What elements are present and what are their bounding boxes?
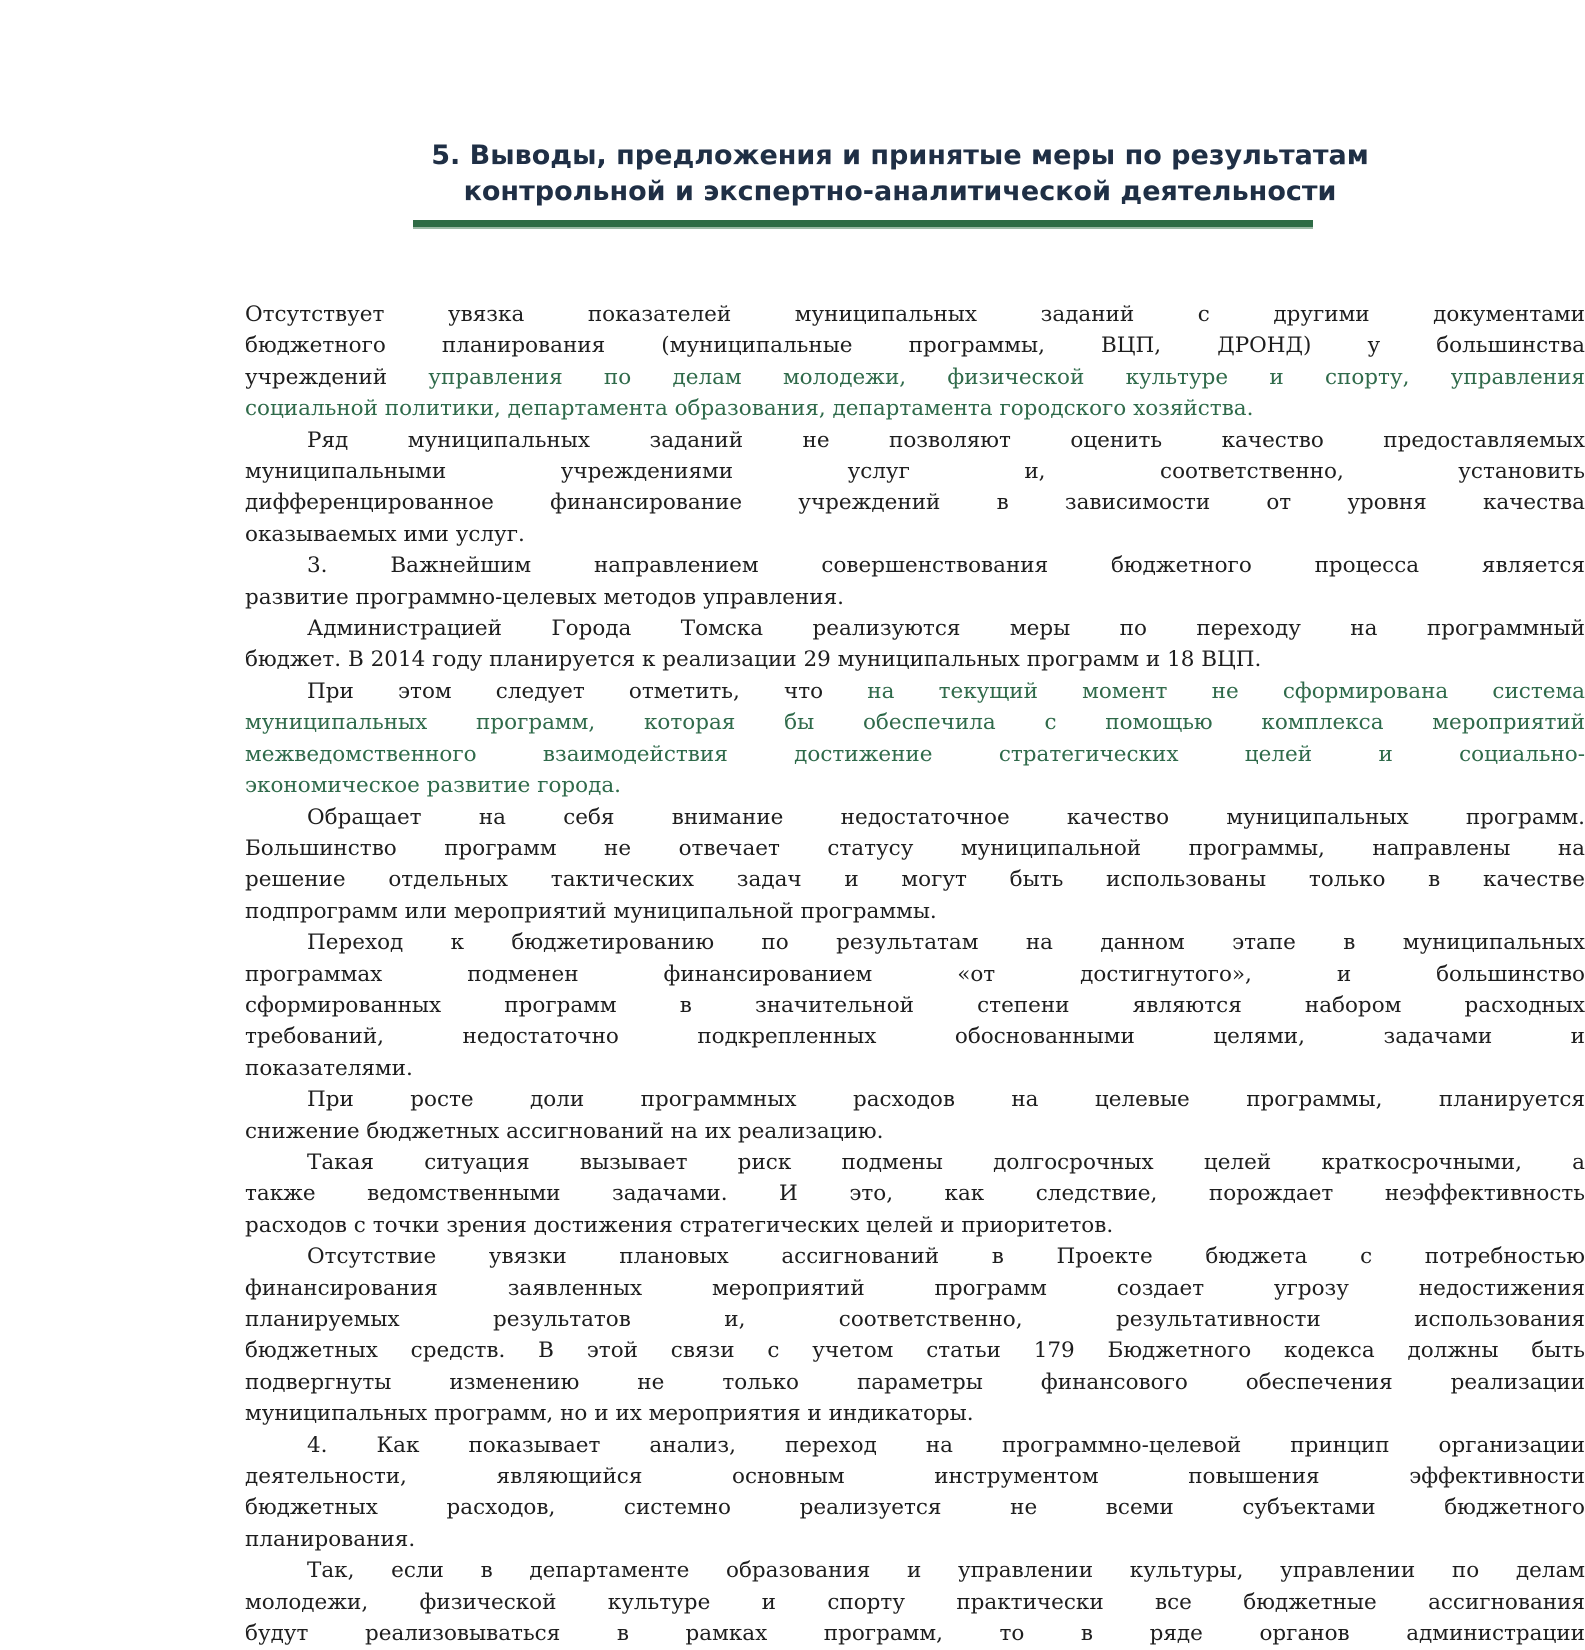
text-line: экономическое развитие города. <box>245 773 621 799</box>
text-line: финансирования заявленных мероприятий программ создает угрозу недостижения <box>245 1275 1585 1301</box>
text-line: Администрацией Города Томска реализуются меры по переходу на программный <box>307 616 1585 642</box>
text-line: снижение бюджетных ассигнований на их реализацию. <box>245 1118 884 1144</box>
text-line: подпрограмм или мероприятий муниципальной программы. <box>245 898 937 924</box>
text-line: дифференцированное финансирование учреждений в зависимости от уровня качества <box>245 490 1585 516</box>
text-line: При росте доли программных расходов на целевые программы, планируется <box>307 1087 1585 1113</box>
text-line: муниципальных программ, которая бы обеспечила с помощью комплекса мероприятий <box>245 710 1585 736</box>
text-line: Такая ситуация вызывает риск подмены долгосрочных целей краткосрочными, а <box>307 1149 1585 1175</box>
heading-line-1: 5. Выводы, предложения и принятые меры по результатам <box>431 140 1369 171</box>
text-line: бюджетных расходов, системно реализуется не всеми субъектами бюджетного <box>245 1495 1585 1521</box>
text-line: учреждений управления по делам молодежи, физической культуре и спорту, управления <box>245 364 1585 390</box>
text-line: Ряд муниципальных заданий не позволяют оценить качество предоставляемых <box>307 427 1585 453</box>
text-line: программах подменен финансированием «от достигнутого», и большинство <box>245 961 1585 987</box>
text-line: Обращает на себя внимание недостаточное качество муниципальных программ. <box>307 804 1585 830</box>
heading-rule <box>413 220 1313 227</box>
text-line: молодежи, физической культуре и спорту практически все бюджетные ассигнования <box>245 1589 1585 1615</box>
text-line: будут реализовываться в рамках программ, то в ряде органов администрации <box>245 1621 1585 1647</box>
text-line: Так, если в департаменте образования и управлении культуры, управлении по делам <box>307 1558 1585 1584</box>
text-line: Переход к бюджетированию по результатам на данном этапе в муниципальных <box>307 930 1585 956</box>
text-line: Отсутствует увязка показателей муниципальных заданий с другими документами <box>245 302 1585 327</box>
text-line: показателями. <box>245 1055 413 1081</box>
text-line: бюджетного планирования (муниципальные программы, ВЦП, ДРОНД) у большинства <box>245 333 1585 359</box>
text-line: Отсутствие увязки плановых ассигнований в Проекте бюджета с потребностью <box>307 1244 1585 1270</box>
text-line: При этом следует отметить, что на текущий момент не сформирована система <box>307 678 1585 704</box>
text-line: 4. Как показывает анализ, переход на программно-целевой принцип организации <box>307 1432 1585 1458</box>
text-line: оказываемых ими услуг. <box>245 521 525 547</box>
text-line: бюджетных средств. В этой связи с учетом статьи 179 Бюджетного кодекса должны быть <box>245 1338 1585 1364</box>
text-line: социальной политики, департамента образования, департамента городского хозяйства. <box>245 396 1254 422</box>
section-heading <box>400 138 1400 210</box>
text-line: межведомственного взаимодействия достижение стратегических целей и социально- <box>245 741 1585 767</box>
text-line: сформированных программ в значительной степени являются набором расходных <box>245 992 1585 1018</box>
body-text <box>245 299 1585 1649</box>
text-line: подвергнуты изменению не только параметры финансового обеспечения реализации <box>245 1369 1585 1395</box>
text-line: расходов с точки зрения достижения стратегических целей и приоритетов. <box>245 1212 1114 1238</box>
text-line: 3. Важнейшим направлением совершенствования бюджетного процесса является <box>307 553 1585 579</box>
text-line: бюджет. В 2014 году планируется к реализации 29 муниципальных программ и 18 ВЦП. <box>245 647 1262 673</box>
text-line: также ведомственными задачами. И это, как следствие, порождает неэффективность <box>245 1181 1585 1207</box>
text-line: решение отдельных тактических задач и могут быть использованы только в качестве <box>245 867 1585 893</box>
heading-rule-shadow <box>413 227 1313 229</box>
heading-line-2: контрольной и экспертно-аналитической деятельности <box>463 176 1337 207</box>
text-line: планирования. <box>245 1526 416 1552</box>
text-line: муниципальных программ, но и их мероприятия и индикаторы. <box>245 1401 974 1427</box>
text-line: развитие программно-целевых методов управления. <box>245 584 845 610</box>
text-line: планируемых результатов и, соответственно, результативности использования <box>245 1307 1585 1332</box>
text-line: муниципальными учреждениями услуг и, соответственно, установить <box>245 459 1585 485</box>
text-line: Большинство программ не отвечает статусу муниципальной программы, направлены на <box>245 835 1585 861</box>
text-line: требований, недостаточно подкрепленных обоснованными целями, задачами и <box>245 1024 1585 1050</box>
text-line: деятельности, являющийся основным инструментом повышения эффективности <box>245 1464 1585 1490</box>
